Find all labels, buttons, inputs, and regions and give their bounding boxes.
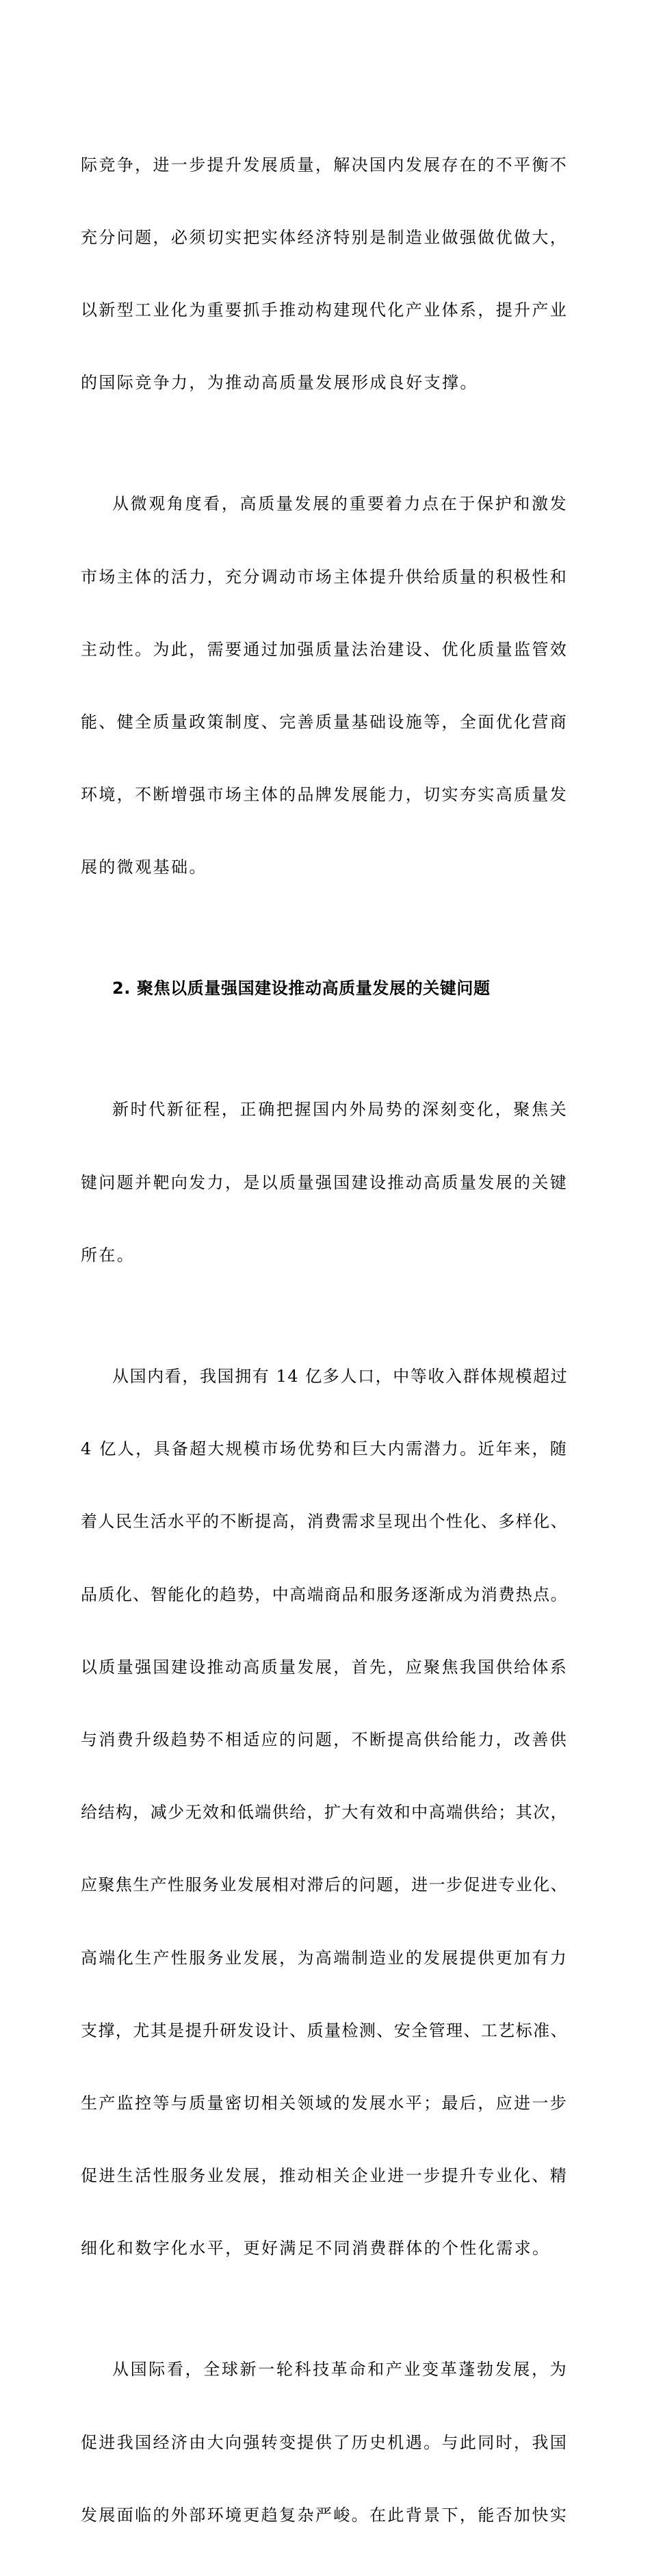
text-line: 4 亿人，具备超大规模市场优势和巨大内需潜力。近年来，随 [81, 1439, 568, 1459]
paragraph-new-era [81, 1050, 568, 1316]
text-line: 高端化生产性服务业发展，为高端制造业的发展提供更加有力 [81, 1948, 568, 1968]
text-line: 以新型工业化为重要抓手推动构建现代化产业体系，提升产业 [81, 300, 568, 320]
text-line: 与消费升级趋势不相适应的问题，不断提高供给能力，改善供 [81, 1729, 568, 1749]
text-line: 着人民生活水平的不断提高，消费需求呈现出个性化、多样化、 [81, 1512, 568, 1532]
text-line: 促进我国经济由大向强转变提供了历史机遇。与此同时，我国 [81, 2432, 568, 2452]
text-line: 促进生活性服务业发展，推动相关企业进一步提升专业化、精 [81, 2166, 568, 2186]
paragraph-international [81, 2310, 568, 2576]
text-line: 环境，不断增强市场主体的品牌发展能力，切实夯实高质量发 [81, 785, 568, 805]
text-line: 品质化、智能化的趋势，中高端商品和服务逐渐成为消费热点。 [81, 1584, 568, 1604]
text-line: 市场主体的活力，充分调动市场主体提升供给质量的积极性和 [81, 567, 568, 587]
text-line: 给结构，减少无效和低端供给，扩大有效和中高端供给；其次， [81, 1803, 568, 1822]
text-line: 从微观角度看，高质量发展的重要着力点在于保护和激发 [112, 494, 568, 514]
text-line: 键问题并靶向发力，是以质量强国建设推动高质量发展的关键 [81, 1172, 568, 1192]
text-line: 以质量强国建设推动高质量发展，首先，应聚焦我国供给体系 [81, 1657, 568, 1677]
text-line: 细化和数字化水平，更好满足不同消费群体的个性化需求。 [81, 2239, 551, 2258]
text-line: 充分问题，必须切实把实体经济特别是制造业做强做优做大， [81, 228, 568, 248]
paragraph-domestic [81, 1316, 568, 2309]
paragraph-intl-competition [81, 105, 568, 444]
text-line: 从国际看，全球新一轮科技革命和产业变革蓬勃发展，为 [112, 2360, 568, 2380]
text-line: 发展面临的外部环境更趋复杂严峻。在此背景下，能否加快实 [81, 2505, 568, 2525]
text-line: 的国际竞争力，为推动高质量发展形成良好支撑。 [81, 373, 478, 393]
heading-text: 2. 聚焦以质量强国建设推动高质量发展的关键问题 [112, 979, 491, 999]
text-line: 应聚焦生产性服务业发展相对滞后的问题，进一步促进专业化、 [81, 1875, 568, 1895]
paragraph-micro-perspective [81, 444, 568, 929]
text-line: 主动性。为此，需要通过加强质量法治建设、优化质量监管效 [81, 639, 568, 659]
text-line: 从国内看，我国拥有 14 亿多人口，中等收入群体规模超过 [112, 1366, 568, 1386]
text-line: 展的微观基础。 [81, 858, 207, 877]
text-line: 支撑，尤其是提升研发设计、质量检测、安全管理、工艺标准、 [81, 2020, 568, 2040]
document-body [81, 105, 568, 2576]
text-line: 新时代新征程，正确把握国内外局势的深刻变化，聚焦关 [112, 1100, 568, 1120]
text-line: 际竞争，进一步提升发展质量，解决国内发展存在的不平衡不 [81, 155, 568, 175]
text-line: 生产监控等与质量密切相关领域的发展水平；最后，应进一步 [81, 2093, 568, 2113]
text-line: 能、健全质量政策制度、完善质量基础设施等，全面优化营商 [81, 712, 568, 732]
text-line: 所在。 [81, 1245, 135, 1265]
section-heading [81, 929, 568, 1050]
